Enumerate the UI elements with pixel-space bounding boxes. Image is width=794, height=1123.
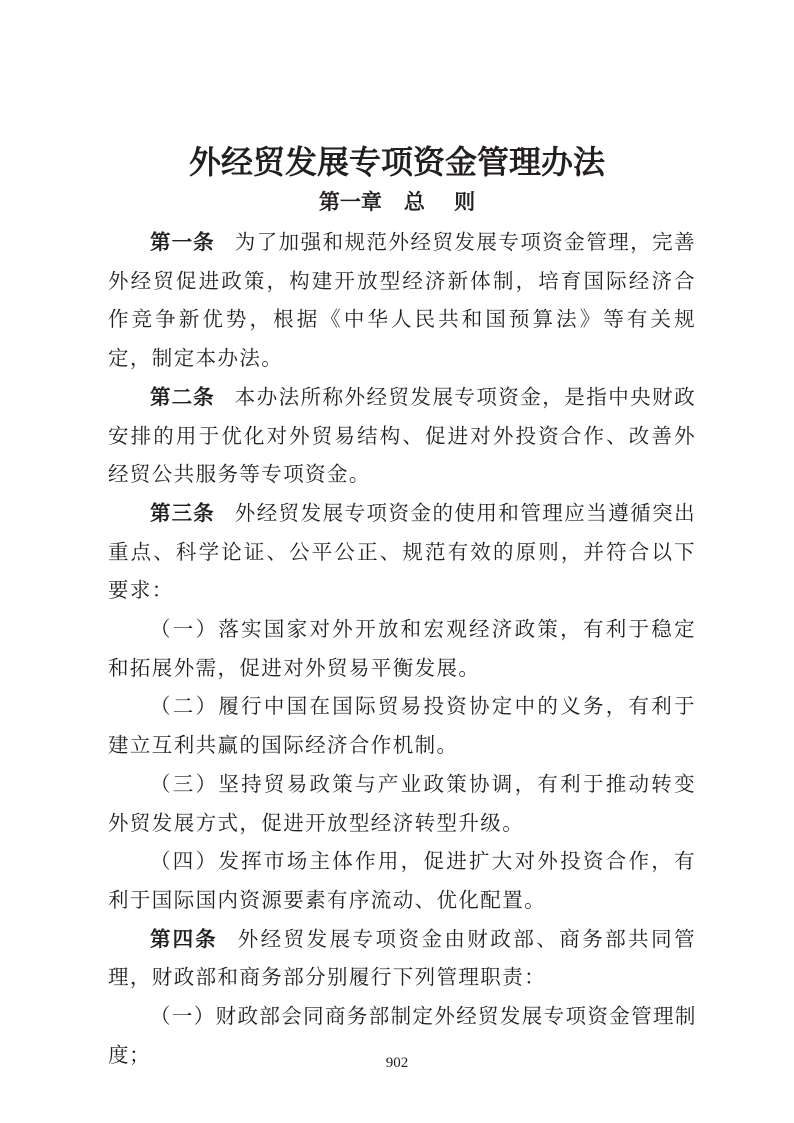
page-number: 902 (385, 1055, 409, 1071)
article-label: 第一条 (150, 230, 215, 254)
list-item-text: （二）履行中国在国际贸易投资协定中的义务，有利于建立互利共赢的国际经济合作机制。 (108, 694, 696, 758)
list-item-text: （三）坚持贸易政策与产业政策协调，有利于推动转变外贸发展方式，促进开放型经济转型升级。 (108, 771, 696, 835)
article-label: 第三条 (150, 500, 215, 525)
article-2-paragraph (108, 378, 696, 494)
article-3-paragraph (108, 494, 696, 610)
article-label: 第二条 (150, 384, 215, 409)
article-text: 外经贸发展专项资金由财政部、商务部共同管理，财政部和商务部分别履行下列管理职责： (108, 926, 697, 990)
list-item-text: （四）发挥市场主体作用，促进扩大对外投资合作，有利于国际国内资源要素有序流动、优化配置。 (108, 849, 696, 912)
list-item-text: （一）财政部会同商务部制定外经贸发展专项资金管理制度； (108, 1004, 696, 1067)
article-4-paragraph (108, 920, 696, 997)
list-item-paragraph (108, 687, 696, 764)
article-text: 本办法所称外经贸发展专项资金，是指中央财政安排的用于优化对外贸易结构、促进对外投资合作、改善外经贸公共服务等专项资金。 (108, 384, 697, 487)
list-item-paragraph (108, 765, 696, 842)
article-label: 第四条 (150, 926, 218, 951)
article-1-paragraph (108, 223, 696, 378)
article-text: 为了加强和规范外经贸发展专项资金管理，完善外经贸促进政策，构建开放型经济新体制，培育国际经济合作竞争新优势，根据《中华人民共和国预算法》等有关规定，制定本办法。 (108, 230, 697, 371)
article-text: 外经贸发展专项资金的使用和管理应当遵循突出重点、科学论证、公平公正、规范有效的原则，并符合以下要求： (108, 500, 697, 603)
document-title: 外经贸发展专项资金管理办法 (188, 143, 605, 181)
list-item-paragraph (108, 610, 696, 687)
list-item-text: （一）落实国家对外开放和宏观经济政策，有利于稳定和拓展外需，促进对外贸易平衡发展。 (108, 617, 696, 680)
chapter-heading: 第一章 总 则 (318, 190, 476, 214)
list-item-paragraph (108, 842, 696, 919)
document-body (108, 223, 696, 1074)
